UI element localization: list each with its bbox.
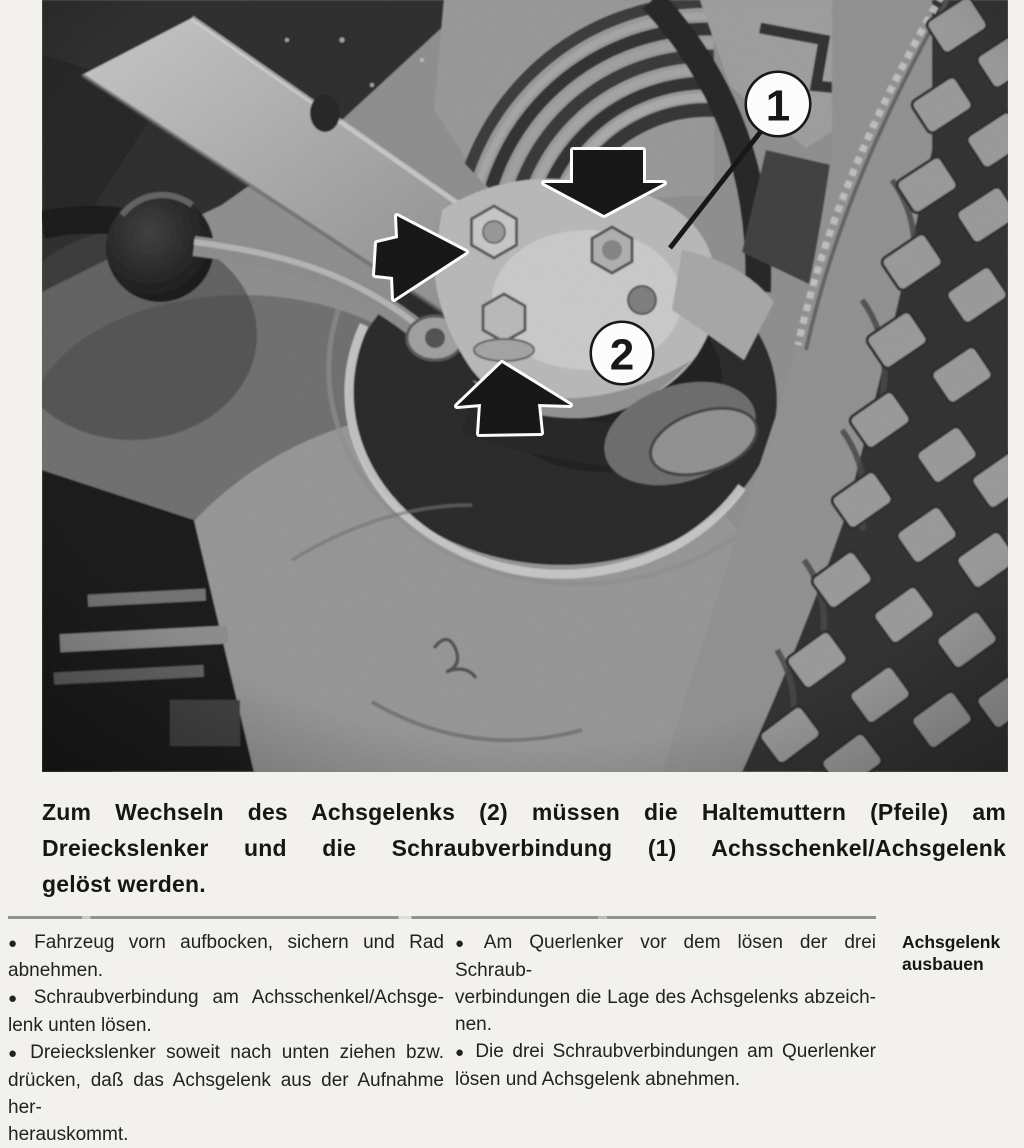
bullet-icon: ●	[455, 1044, 468, 1061]
instruction-line: lenk unten lösen.	[8, 1015, 152, 1036]
instruction-item: ● Fahrzeug vorn aufbocken, sichern und Rad	[8, 932, 444, 953]
instruction-item: ● Am Querlenker vor dem lösen der drei Schraub-	[455, 932, 876, 981]
instruction-line: verbindungen die Lage des Achsgelenks abzeich-	[455, 987, 876, 1008]
bullet-icon: ●	[8, 935, 27, 952]
instructions-column-left	[8, 929, 444, 1148]
instruction-item: ● Die drei Schraubverbindungen am Querlenker	[455, 1041, 876, 1062]
instruction-line: drücken, daß das Achsgelenk aus der Aufnahme her-	[8, 1070, 444, 1118]
suspension-photo	[42, 0, 1008, 772]
instruction-line: abnehmen.	[8, 960, 104, 981]
caption-line: Dreieckslenker und die Schraubverbindung (1) Achsschenkel/Achsgelenk	[42, 835, 1006, 861]
instruction-line: lösen und Achsgelenk abnehmen.	[455, 1069, 741, 1090]
caption	[42, 794, 1006, 902]
instruction-item: ● Dreieckslenker soweit nach unten ziehen bzw.	[8, 1042, 444, 1063]
instructions-column-right	[455, 929, 876, 1093]
section-label-line1: Achsgelenk	[902, 932, 1001, 952]
photo-illustration	[42, 0, 1008, 772]
bullet-icon: ●	[8, 1045, 23, 1062]
horizontal-rule	[8, 916, 876, 919]
bullet-icon: ●	[8, 990, 26, 1007]
caption-line: gelöst werden.	[42, 871, 206, 897]
vignette-overlay	[42, 0, 1008, 772]
bullet-icon: ●	[455, 935, 476, 952]
instruction-line: nen.	[455, 1014, 492, 1035]
instruction-line: herauskommt.	[8, 1124, 129, 1145]
instruction-item: ● Schraubverbindung am Achsschenkel/Achsge-	[8, 987, 444, 1008]
section-label-line2: ausbauen	[902, 954, 984, 974]
caption-line: Zum Wechseln des Achsgelenks (2) müssen die Haltemuttern (Pfeile) am	[42, 799, 1006, 825]
section-label	[902, 931, 1012, 975]
